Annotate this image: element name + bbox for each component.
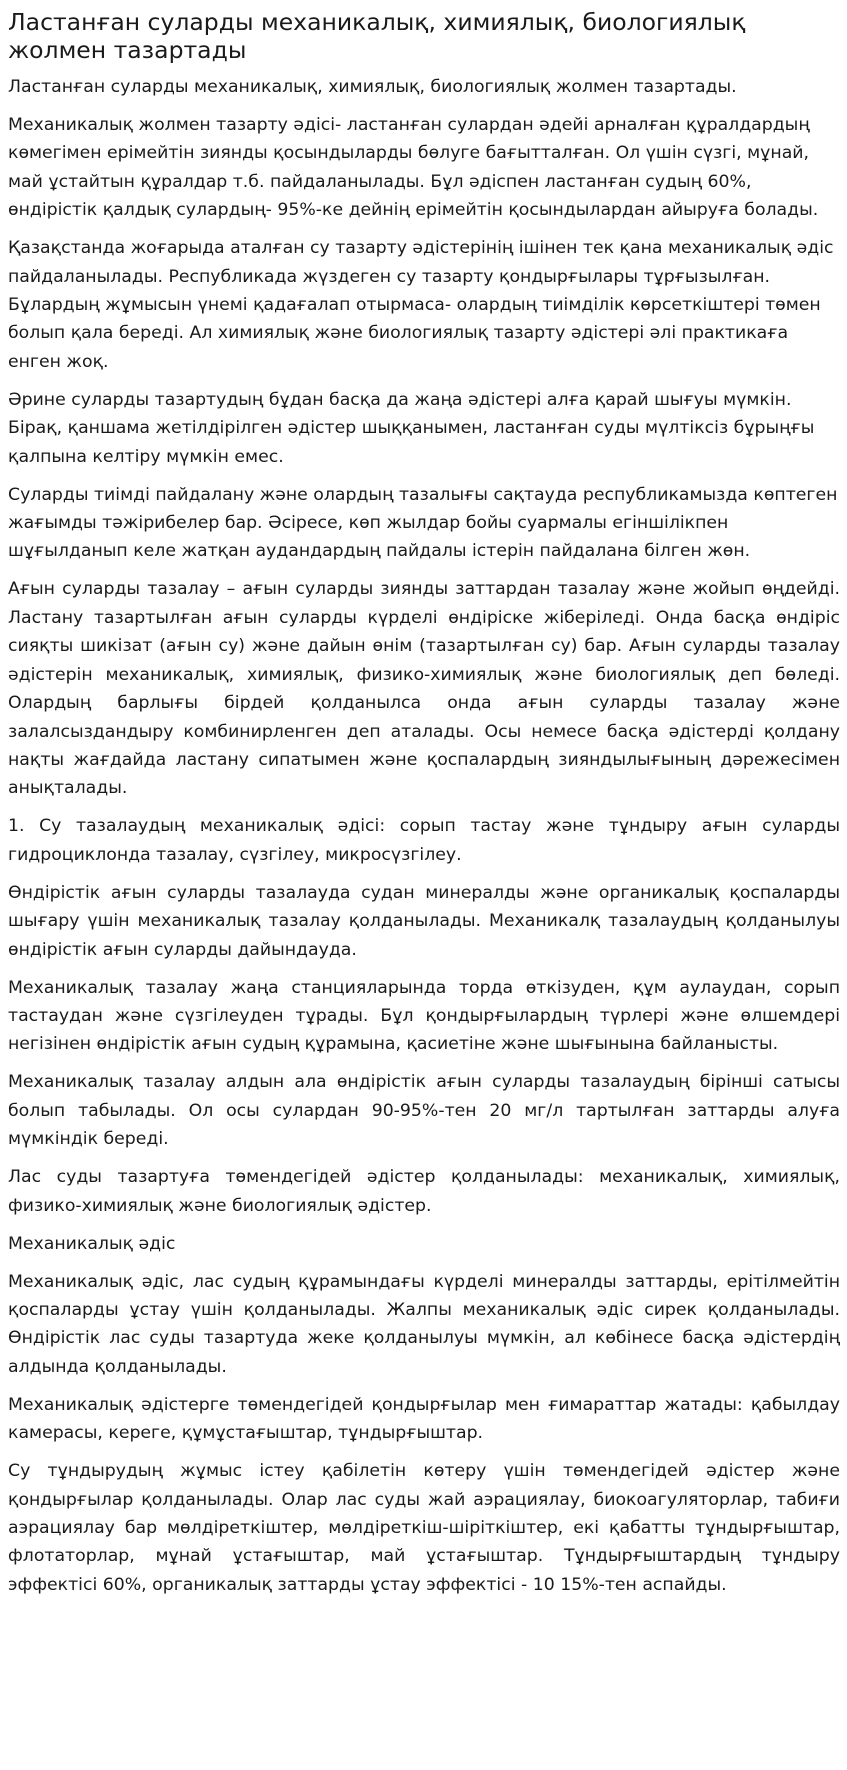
paragraph-new-stations: Механикалық тазалау жаңа станцияларында торда өткізуден, құм аулаудан, сорып тастаудан және сүзгілеуден тұрады. Бұл қондырғылардың түрлері және өлшемдері негізінен өндірістік ағын судың құрамына, қасиетіне және шығынына байланысты. [8, 977, 840, 1055]
document-title: Ластанған суларды механикалық, химиялық, биологиялық жолмен тазартады [8, 8, 746, 64]
paragraph-settling: Су тұндырудың жұмыс істеу қабілетін көтеру үшін төмендегідей әдістер және қондырғылар қолданылады. Олар лас суды жай аэрациялау, биокоагуляторлар, табиғи аэрациялау бар мөлдіреткіштер, мөлдіреткіш-шіріткіштер, екі қабатты тұндырғыштар, флотаторлар, мұнай ұстағыштар, май ұстағыштар. Тұндырғыштардың тұндыру эффектісі 60%, органикалық заттарды ұстау эффектісі - 10 15%-тен аспайды. [8, 1461, 840, 1595]
paragraph-list-item-1: 1. Су тазалаудың механикалық әдісі: сорып тастау және тұндыру ағын суларды гидроциклонда тазалау, сүзгілеу, микросүзгілеу. [8, 816, 840, 865]
paragraph-mechanical-method: Механикалық жолмен тазарту әдісі- ластанған сулардан әдейі арналған құралдардың көмегімен ерімейтін зиянды қосындыларды бөлуге бағытталған. Ол үшін сүзгі, мұнай, май ұстайтын құралдар т.б. пайдаланылады. Бұл әдіспен ластанған судың 60%, өндірістік қалдық сулардың- 95%-ке дейнің ерімейтін қосындылардан айыруға болады. [8, 115, 819, 221]
paragraph-first-stage: Механикалық тазалау алдын ала өндірістік ағын суларды тазалаудың бірінші сатысы болып табылады. Ол осы сулардан 90-95%-тен 20 мг/л тартылған заттарды алуға мүмкіндік береді. [8, 1072, 840, 1150]
paragraph-water-use: Суларды тиімді пайдалану және олардың тазалығы сақтауда республикамызда көптеген жағымды тәжірибелер бар. Әсіресе, көп жылдар бойы суармалы егіншілікпен шұғылданып келе жатқан аудандардың пайдалы істерін пайдалана білген жөн. [8, 484, 838, 562]
section-heading-mechanical: Механикалық әдіс [8, 1233, 176, 1254]
paragraph-methods-list: Лас суды тазартуға төмендегідей әдістер қолданылады: механикалық, химиялық, физико-химиялық және биологиялық әдістер. [8, 1167, 840, 1216]
paragraph-kazakhstan: Қазақстанда жоғарыда аталған су тазарту әдістерінің ішінен тек қана механикалық әдіс пайдаланылады. Республикада жүздеген су тазарту қондырғылары тұрғызылған. Бұлардың жұмысын үнемі қадағалап отырмаса- олардың тиімділік көрсеткіштері төмен болып қала береді. Ал химиялық және биологиялық тазарту әдістері әлі практикаға енген жоқ. [8, 238, 834, 372]
paragraph-new-methods: Әрине суларды тазартудың бұдан басқа да жаңа әдістері алға қарай шығуы мүмкін. Бірақ, қаншама жетілдірілген әдістер шыққанымен, ластанған суды мүлтіксіз бұрыңғы қалпына келтіру мүмкін емес. [8, 389, 815, 467]
paragraph-intro: Ластанған суларды механикалық, химиялық, биологиялық жолмен тазартады. [8, 77, 737, 97]
paragraph-facilities: Механикалық әдістерге төмендегідей қондырғылар мен ғимараттар жатады: қабылдау камерасы, кереге, құмұстағыштар, тұндырғыштар. [8, 1394, 840, 1444]
paragraph-wastewater-treatment: Ағын суларды тазалау – ағын суларды зиянды заттардан тазалау және жойып өңдейді. Ластану тазартылған ағын суларды күрделі өндіріске жіберіледі. Онда басқа өндіріс сияқты шикізат (ағын су) және дайын өнім (тазартылған су) бар. Ағын суларды тазалау әдістерін механикалық, химиялық, физико-химиялық және биологиялық деп бөледі. Олардың барлығы бірдей қолданылса онда ағын суларды тазалау және залалсыздандыру комбинирленген деп аталады. Осы немесе басқа әдістерді қолдану нақты жағдайда ластану сипатымен және қоспалардың зияндылығының дәрежесімен анықталады. [8, 579, 840, 799]
paragraph-mechanical-details: Механикалық әдіс, лас судың құрамындағы күрделі минералды заттарды, ерітілмейтін қоспаларды ұстау үшін қолданылады. Жалпы механикалық әдіс сирек қолданылады. Өндірістік лас суды тазартуда жеке қолданылуы мүмкін, ал көбінесе басқа әдістердің алдында қолданылады. [8, 1271, 840, 1377]
paragraph-industrial-wastewater: Өндірістік ағын суларды тазалауда судан минералды және органикалық қоспаларды шығару үшін механикалық тазалау қолданылады. Механикалқ тазалаудың қолданылуы өндірістік ағын суларды дайындауда. [8, 882, 840, 960]
